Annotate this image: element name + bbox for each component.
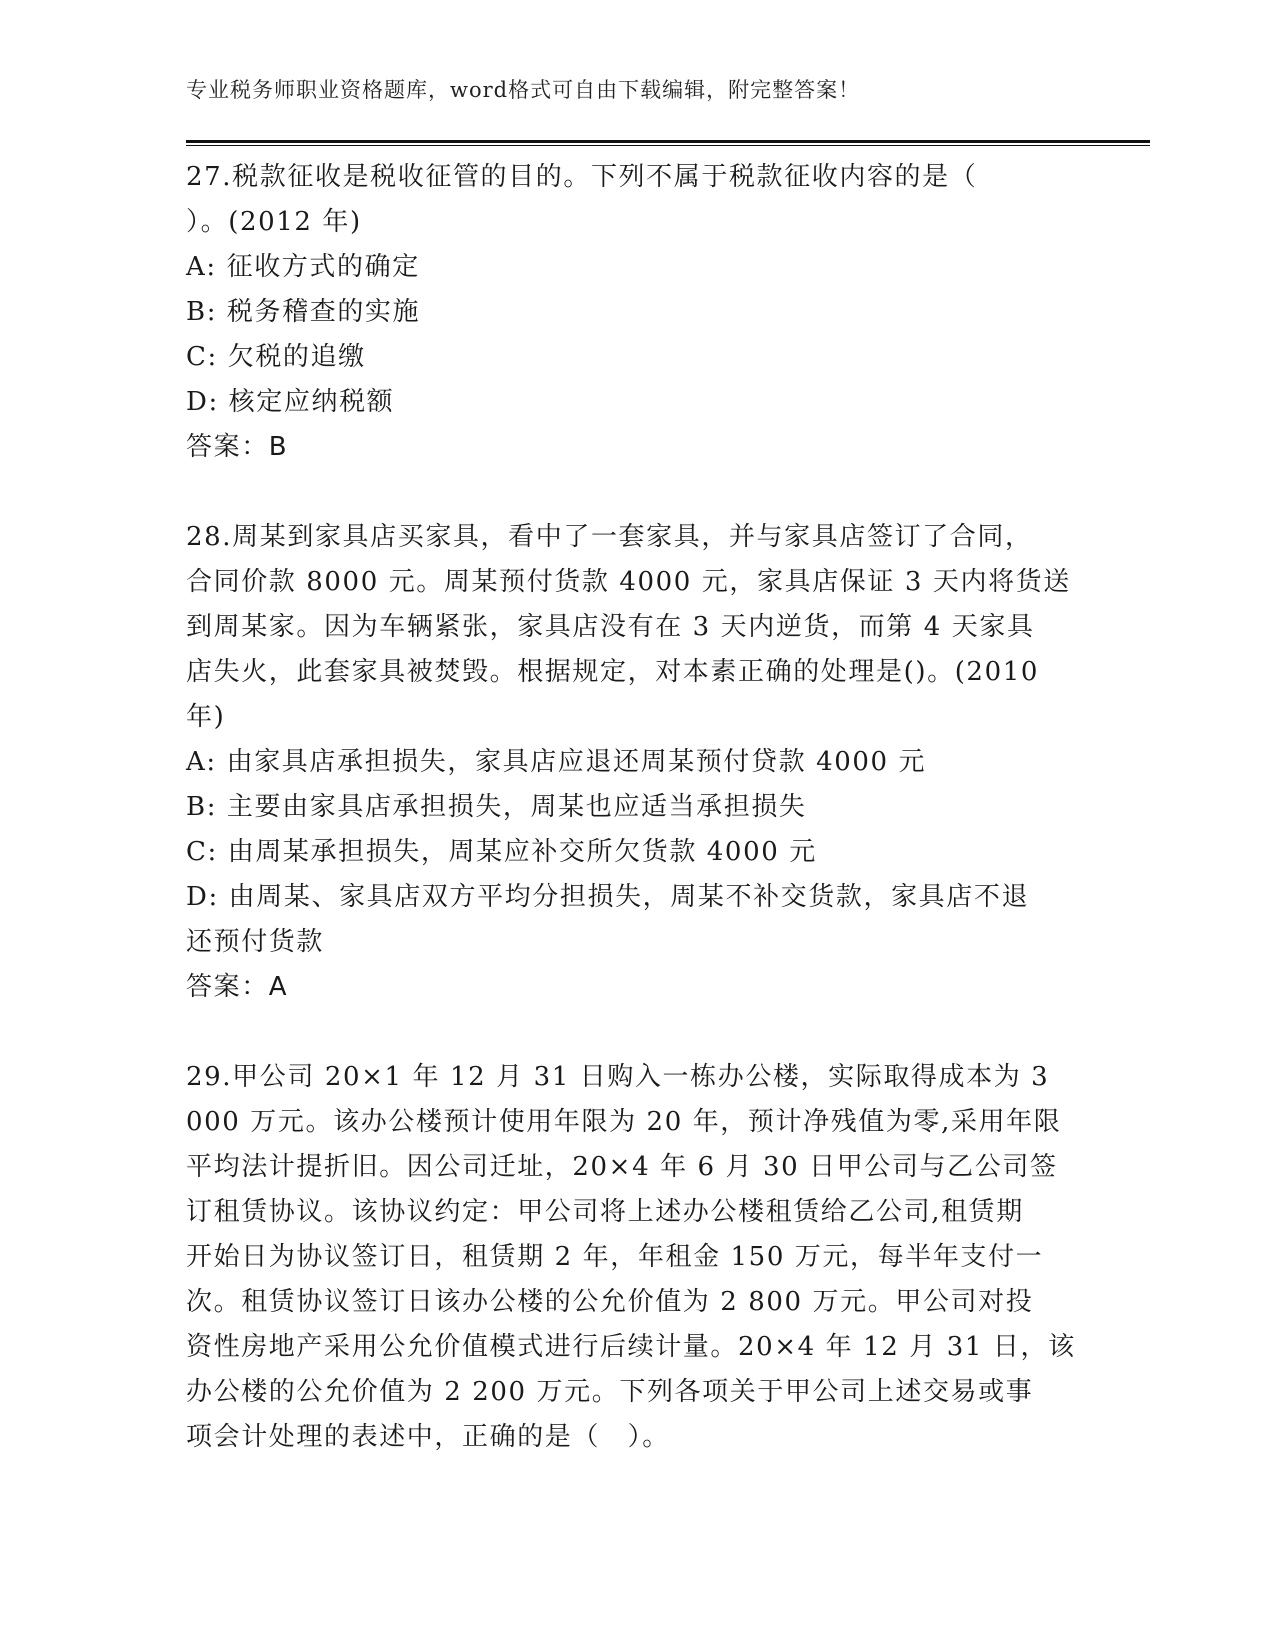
option-line: C: 欠税的追缴 [186, 342, 366, 372]
question-stem-line: 店失火，此套家具被焚毁。根据规定，对本素正确的处理是()。(2010 [186, 657, 1039, 687]
option-line: 还预付货款 [186, 927, 325, 957]
option-line: B: 税务稽查的实施 [186, 297, 421, 327]
question-stem-line: 次。租赁协议签订日该办公楼的公允价值为 2 800 万元。甲公司对投 [186, 1287, 1034, 1317]
option-line: B: 主要由家具店承担损失，周某也应适当承担损失 [186, 792, 807, 822]
question-stem-line: 项会计处理的表述中，正确的是（ ）。 [186, 1422, 670, 1452]
question-stem-line: 平均法计提折旧。因公司迁址，20×4 年 6 月 30 日甲公司与乙公司签 [186, 1152, 1058, 1182]
question-stem-line: 订租赁协议。该协议约定：甲公司将上述办公楼租赁给乙公司,租赁期 [186, 1197, 1024, 1227]
question-block [186, 515, 1086, 1010]
page-header: 专业税务师职业资格题库，word格式可自由下载编辑，附完整答案！ [186, 78, 861, 102]
question-stem-line: 27.税款征收是税收征管的目的。下列不属于税款征收内容的是（ [186, 162, 978, 192]
option-line: D: 由周某、家具店双方平均分担损失，周某不补交货款，家具店不退 [186, 882, 1030, 912]
question-list [186, 155, 1086, 1460]
option-line: D: 核定应纳税额 [186, 387, 395, 417]
option-line: A: 征收方式的确定 [186, 252, 420, 282]
question-stem-line: 开始日为协议签订日，租赁期 2 年，年租金 150 万元，每半年支付一 [186, 1242, 1044, 1272]
header-rule [186, 140, 1150, 146]
question-spacer [186, 470, 1086, 515]
question-block [186, 1055, 1086, 1460]
answer-line: 答案：B [186, 432, 289, 462]
question-stem-line: 办公楼的公允价值为 2 200 万元。下列各项关于甲公司上述交易或事 [186, 1377, 1034, 1407]
option-line: A: 由家具店承担损失，家具店应退还周某预付贷款 4000 元 [186, 747, 927, 777]
question-stem-line: 000 万元。该办公楼预计使用年限为 20 年，预计净残值为零,采用年限 [186, 1107, 1062, 1137]
question-stem-line: 合同价款 8000 元。周某预付货款 4000 元，家具店保证 3 天内将货送 [186, 567, 1071, 597]
question-stem-line: 到周某家。因为车辆紧张，家具店没有在 3 天内逆货，而第 4 天家具 [186, 612, 1035, 642]
question-stem-line: 29.甲公司 20×1 年 12 月 31 日购入一栋办公楼，实际取得成本为 3 [186, 1062, 1050, 1092]
question-stem-line: 年) [186, 702, 226, 732]
question-stem-line: 资性房地产采用公允价值模式进行后续计量。20×4 年 12 月 31 日，该 [186, 1332, 1076, 1362]
question-spacer [186, 1010, 1086, 1055]
question-stem-line: 28.周某到家具店买家具，看中了一套家具，并与家具店签订了合同， [186, 522, 1033, 552]
question-stem-line: ）。(2012 年) [186, 207, 362, 237]
answer-line: 答案：A [186, 972, 289, 1002]
question-block [186, 155, 1086, 470]
option-line: C: 由周某承担损失，周某应补交所欠货款 4000 元 [186, 837, 817, 867]
